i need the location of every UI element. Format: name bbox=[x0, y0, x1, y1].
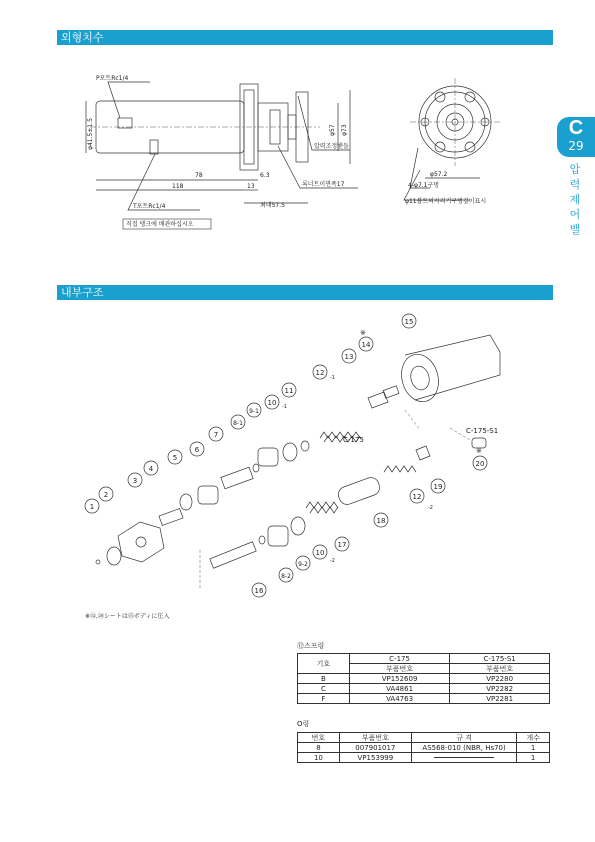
dia-415-label: φ41.5±1.5 bbox=[87, 118, 94, 150]
chapter-vertical-label: 압력제어밸 bbox=[569, 163, 581, 236]
table-row bbox=[298, 684, 550, 694]
part-callout-14: 14 bbox=[361, 341, 371, 349]
dim-118: 118 bbox=[172, 183, 184, 190]
oring-part: VP153999 bbox=[339, 753, 411, 763]
asterisk-20: ※ bbox=[476, 447, 482, 455]
part-callout-18: 18 bbox=[376, 517, 386, 525]
spring-header-c175: C-175 bbox=[349, 654, 449, 664]
part-callout-2: 2 bbox=[103, 491, 109, 499]
oring-part: 007901017 bbox=[339, 743, 411, 753]
part-callout-19: 19 bbox=[433, 483, 443, 491]
spring-header-symbol: 기호 bbox=[298, 654, 350, 674]
spring-sym: C bbox=[298, 684, 350, 694]
chapter-letter: C bbox=[568, 117, 584, 139]
oring-table-title: O링 bbox=[297, 720, 310, 728]
spring-sym: B bbox=[298, 674, 350, 684]
part-callout-11: 11 bbox=[284, 387, 294, 395]
footnote: ※⑭,⑳シートは⑮ボディに圧入 bbox=[85, 613, 170, 620]
exploded-view-drawing bbox=[0, 300, 595, 610]
oring-qty: 1 bbox=[517, 743, 550, 753]
part-callout-7: 7 bbox=[213, 431, 219, 439]
internal-section-header bbox=[57, 285, 553, 300]
spring-table-title: ⑫스프링 bbox=[297, 642, 325, 650]
oring-no: 8 bbox=[298, 743, 340, 753]
part-callout-9-2: 9-2 bbox=[298, 561, 308, 568]
part-callout-8-1: 8-1 bbox=[233, 420, 243, 427]
part-callout-3: 3 bbox=[132, 477, 138, 485]
sub-12-1: -1 bbox=[330, 375, 335, 381]
table-row bbox=[298, 753, 550, 763]
spring-c175: VA4763 bbox=[349, 694, 449, 704]
dim-13: 13 bbox=[247, 183, 255, 190]
sub-10-2: -2 bbox=[330, 558, 335, 564]
tank-note: 직접 탱크에 배관하십시오 bbox=[126, 221, 194, 228]
table-row bbox=[298, 674, 550, 684]
dim-63: 6.3 bbox=[260, 172, 270, 179]
spring-c175: VA4861 bbox=[349, 684, 449, 694]
holes-label: 4-φ7.1구멍 bbox=[408, 182, 440, 189]
spring-c175: VP152609 bbox=[349, 674, 449, 684]
part-callout-4: 4 bbox=[148, 465, 154, 473]
oring-spec: AS568-010 (NBR, Hs70) bbox=[411, 743, 516, 753]
t-port-label: T포트Rc1/4 bbox=[133, 203, 166, 210]
spring-s1: VP2281 bbox=[450, 694, 550, 704]
spring-s1: VP2282 bbox=[450, 684, 550, 694]
oring-header-no: 번호 bbox=[298, 733, 340, 743]
model-c175s1-label: C-175-S1 bbox=[466, 427, 499, 435]
part-callout-1: 1 bbox=[89, 503, 95, 511]
oring-header-qty: 개수 bbox=[517, 733, 550, 743]
spring-sym: F bbox=[298, 694, 350, 704]
page-number: 29 bbox=[568, 139, 584, 153]
dia-57-label: φ57 bbox=[329, 124, 336, 136]
spring-header-partno-b: 부품번호 bbox=[450, 664, 550, 674]
oring-spec-dash bbox=[411, 753, 516, 763]
oring-qty: 1 bbox=[517, 753, 550, 763]
sub-10-1: -1 bbox=[282, 404, 287, 410]
lock-nut-label: 록너트이면폭17 bbox=[302, 181, 345, 188]
dia-73-label: φ73 bbox=[341, 124, 348, 136]
dimension-drawing bbox=[0, 0, 595, 280]
part-callout-5: 5 bbox=[172, 454, 178, 462]
dim-max575: 최대57.5 bbox=[260, 202, 285, 209]
p-port-label: P포트Rc1/4 bbox=[96, 75, 129, 82]
part-callout-13: 13 bbox=[344, 353, 354, 361]
oring-no: 10 bbox=[298, 753, 340, 763]
adjust-handle-label: 압력조정핸들 bbox=[314, 143, 349, 150]
internal-section-title: 내부구조 bbox=[61, 286, 104, 299]
model-c175-label: C-175 bbox=[343, 436, 364, 444]
dimensions-section-title: 외형치수 bbox=[61, 31, 104, 44]
sub-12-2: -2 bbox=[428, 505, 433, 511]
part-callout-10b: 10 bbox=[315, 549, 325, 557]
spring-header-c175s1: C-175-S1 bbox=[450, 654, 550, 664]
spring-s1: VP2280 bbox=[450, 674, 550, 684]
part-callout-10a: 10 bbox=[267, 399, 277, 407]
oring-table bbox=[297, 732, 550, 763]
table-row bbox=[298, 694, 550, 704]
pcd-label: φ57.2 bbox=[430, 171, 448, 178]
asterisk-14: ※ bbox=[360, 329, 366, 337]
spot-face-label: φ11볼트의자리기구멍깊이표시 bbox=[405, 198, 487, 205]
oring-header-part: 부품번호 bbox=[339, 733, 411, 743]
spring-header-partno-a: 부품번호 bbox=[349, 664, 449, 674]
part-callout-12b: 12 bbox=[412, 493, 422, 501]
part-callout-6: 6 bbox=[194, 446, 200, 454]
part-callout-8-2: 8-2 bbox=[281, 573, 291, 580]
part-callout-9-1: 9-1 bbox=[249, 408, 259, 415]
part-callout-12a: 12 bbox=[315, 369, 325, 377]
spring-table bbox=[297, 653, 550, 704]
part-callout-15: 15 bbox=[404, 318, 414, 326]
oring-header-spec: 규 격 bbox=[411, 733, 516, 743]
table-row bbox=[298, 743, 550, 753]
part-callout-16: 16 bbox=[254, 587, 264, 595]
part-callout-17: 17 bbox=[337, 541, 347, 549]
dim-78: 78 bbox=[195, 172, 203, 179]
part-callout-20: 20 bbox=[475, 460, 485, 468]
